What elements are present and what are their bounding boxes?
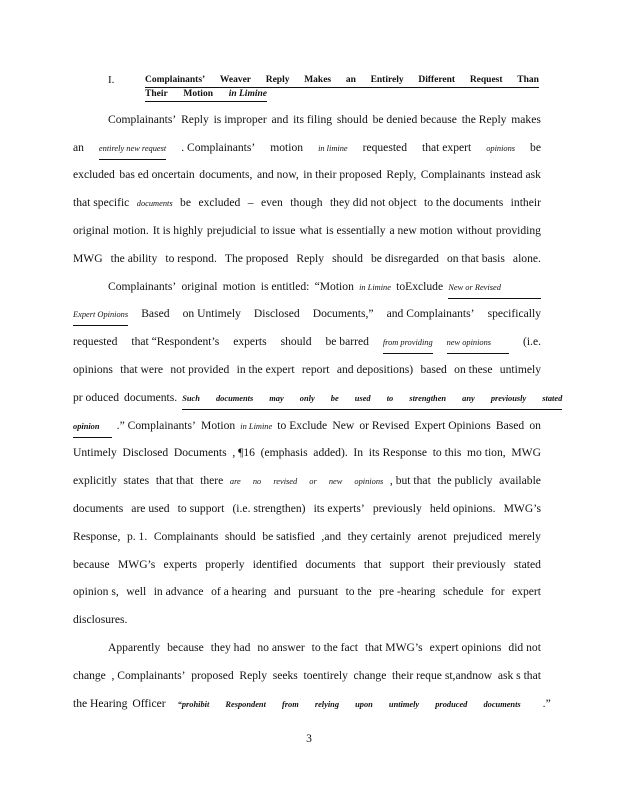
heading-line-2: Their Motion in Limine bbox=[145, 88, 267, 102]
text-line: change , Complainants’ proposed Reply seeks toentirely change their reque st,andnow ask s that bbox=[73, 669, 541, 682]
text-line: disclosures. bbox=[73, 613, 128, 626]
emphasis-text: Such documents may only be used to strengthen any previously stated bbox=[182, 389, 562, 410]
text-line: original motion. It is highly prejudicial to issue what is essentially a new motion without providing bbox=[73, 224, 541, 237]
text-line: excluded bas ed oncertain documents, and now, in their proposed Reply, Complainants instead ask bbox=[73, 168, 541, 181]
text-line: pr oduced documents. Such documents may only be used to strengthen any previously stated bbox=[73, 388, 541, 408]
text-line: Apparently because they had no answer to the fact that MWG’s expert opinions did not bbox=[108, 641, 541, 654]
text-line: opinions that were not provided in the expert report and depositions) based on these untimely bbox=[73, 363, 541, 376]
text-line: Untimely Disclosed Documents , ¶16 (emphasis added). In its Response to this mo tion, MWG bbox=[73, 446, 541, 459]
text-line: opinion .” Complainants’ Motion in Limine to Exclude New or Revised Expert Opinions Based on bbox=[73, 416, 541, 436]
quoted-emphasis: “prohibit Respondent from relying upon untimely produced documents bbox=[177, 700, 521, 709]
emphasis-text: entirely new request bbox=[99, 139, 166, 160]
text-line: requested that “Respondent’s experts should be barred from providing new opinions (i.e. bbox=[73, 332, 541, 352]
page-number: 3 bbox=[306, 732, 312, 745]
heading-line-1: Complainants’ Weaver Reply Makes an Entirely Different Request Than bbox=[145, 74, 539, 88]
text-line: that specific documents be excluded – even though they did not object to the documents intheir bbox=[73, 196, 541, 209]
text-line: opinion s, well in advance of a hearing and pursuant to the pre -hearing schedule for expert bbox=[73, 585, 541, 598]
text-line: Complainants’ Reply is improper and its filing should be denied because the Reply makes bbox=[108, 113, 541, 126]
text-line: an entirely new request . Complainants’ motion in limine requested that expert opinions be bbox=[73, 138, 541, 158]
text-line: Complainants’ original motion is entitled: “Motion in Limine toExclude New or Revised bbox=[108, 277, 541, 297]
text-line: Expert Opinions Based on Untimely Disclosed Documents,” and Complainants’ specifically bbox=[73, 304, 541, 324]
text-line: Response, p. 1. Complainants should be satisfied ,and they certainly arenot prejudiced merely bbox=[73, 530, 541, 543]
text-line: because MWG’s experts properly identified documents that support their previously stated bbox=[73, 558, 541, 571]
text-line: explicitly states that that there are no revised or new opinions , but that the publicly available bbox=[73, 474, 541, 487]
text-line: MWG the ability to respond. The proposed Reply should be disregarded on that basis alone. bbox=[73, 252, 541, 265]
heading-number: I. bbox=[108, 74, 115, 86]
text-line: documents are used to support (i.e. strengthen) its experts’ previously held opinions. MWG’s bbox=[73, 502, 541, 515]
text-line: the Hearing Officer “prohibit Respondent from relying upon untimely produced documents .” bbox=[73, 694, 541, 714]
